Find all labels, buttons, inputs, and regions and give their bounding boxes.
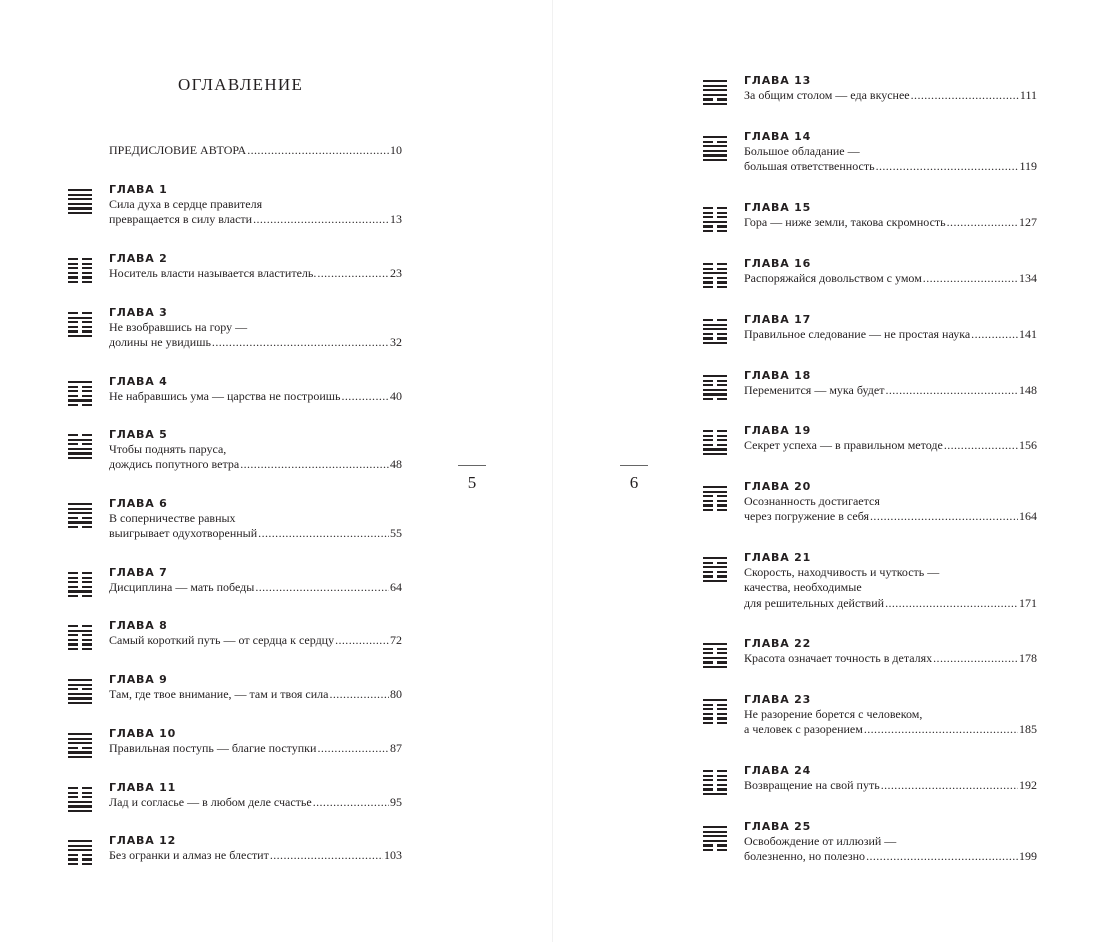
page-ref: 40 [390,389,402,403]
chapter-title-line: через погружение в себя [744,509,870,524]
page-ref: 141 [1019,327,1037,341]
chapter-label: ГЛАВА 16 [744,257,812,270]
leader-dots [947,215,1018,230]
page-number-left: 5 [467,473,477,492]
chapter-title-line: долины не увидишь [109,335,211,350]
chapter-title-line: качества, необходимые [744,580,862,595]
chapter-label: ГЛАВА 15 [744,201,812,214]
chapter-label: ГЛАВА 7 [109,566,168,579]
chapter-label: ГЛАВА 22 [744,637,812,650]
page-ref: 164 [1019,509,1037,524]
chapter-label: ГЛАВА 10 [109,727,177,740]
chapter-label: ГЛАВА 17 [744,313,812,326]
chapter-label: ГЛАВА 3 [109,306,168,319]
chapter-title-line: Скорость, находчивость и чуткость — [744,565,940,579]
chapter-title-line: Без огранки и алмаз не блестит [109,848,269,862]
page-ref: 199 [1019,849,1037,864]
leader-dots [247,143,389,158]
leader-dots [329,687,389,702]
chapter-title-line: Красота означает точность в деталях [744,651,933,665]
chapter-title-line: Не взобравшись на гору — [109,320,248,334]
page-ref: 32 [390,335,402,350]
leader-dots [870,509,1018,524]
chapter-title-line: В соперничестве равных [109,511,236,525]
preface-page: 10 [390,143,402,157]
page-ref: 185 [1019,722,1037,737]
chapter-title-line: а человек с разорением [744,722,863,737]
page-ref: 64 [390,580,402,594]
chapter-label: ГЛАВА 4 [109,375,168,388]
chapter-title-line: для решительных действий [744,595,885,610]
chapter-label: ГЛАВА 21 [744,551,812,564]
chapter-label: ГЛАВА 24 [744,764,812,777]
chapter-title-line: Сила духа в сердце правителя [109,197,263,211]
leader-dots [313,795,389,810]
page-ref: 192 [1019,778,1037,792]
chapter-title-line: Секрет успеха — в правильном методе [744,438,943,452]
page-number-rule [458,465,486,466]
page-ref: 13 [390,212,402,227]
leader-dots [923,271,1018,286]
chapter-title-line: Распоряжайся довольством с умом [744,271,922,285]
leader-dots [944,438,1018,453]
leader-dots [885,383,1018,398]
page-ref: 156 [1019,438,1037,452]
page-ref: 119 [1019,159,1037,174]
leader-dots [212,335,389,350]
leader-dots [866,849,1018,864]
chapter-title-line: Правильная поступь — благие поступки [109,741,317,755]
chapter-title-line: большая ответственность [744,159,875,174]
chapter-title-line: Там, где твое внимание, — там и твоя сила [109,687,329,701]
page-ref: 148 [1019,383,1037,397]
chapter-label: ГЛАВА 25 [744,820,812,833]
page-number-right: 6 [629,473,639,492]
chapter-title-line: дождись попутного ветра [109,457,240,472]
chapter-title-line: болезненно, но полезно [744,849,866,864]
leader-dots [864,722,1018,737]
chapter-title-line: Осознанность достигается [744,494,880,508]
page-number-rule [620,465,648,466]
chapter-label: ГЛАВА 13 [744,74,812,87]
leader-dots [317,741,389,756]
leader-dots [876,159,1019,174]
chapter-title-line: Большое обладание — [744,144,860,158]
chapter-title-line: Самый короткий путь — от сердца к сердцу [109,633,335,647]
chapter-label: ГЛАВА 6 [109,497,168,510]
chapter-label: ГЛАВА 23 [744,693,812,706]
page-ref: 111 [1019,88,1037,102]
chapter-title-line: Переменится — мука будет [744,383,885,397]
chapter-title-line: Носитель власти называется властитель. [109,266,317,280]
chapter-label: ГЛАВА 14 [744,130,812,143]
page-ref: 95 [390,795,402,809]
leader-dots [240,457,389,472]
page-ref: 178 [1019,651,1037,665]
page-ref: 55 [390,526,402,541]
page-ref: 127 [1019,215,1037,229]
leader-dots [881,778,1018,793]
chapter-label: ГЛАВА 8 [109,619,168,632]
leader-dots [335,633,389,648]
chapter-title-line: Не разорение борется с человеком, [744,707,923,721]
page-ref: 87 [390,741,402,755]
chapter-title-line: Освобождение от иллюзий — [744,834,897,848]
page-ref: 134 [1019,271,1037,285]
chapter-label: ГЛАВА 19 [744,424,812,437]
leader-dots [885,596,1018,611]
chapter-label: ГЛАВА 18 [744,369,812,382]
page-ref: 23 [390,266,402,280]
leader-dots [270,848,383,863]
page-ref: 171 [1019,595,1037,610]
page-ref: 80 [390,687,402,701]
page-ref: 72 [390,633,402,647]
chapter-title-line: Правильное следование — не простая наука [744,327,971,341]
leader-dots [341,389,389,404]
preface-title: ПРЕДИСЛОВИЕ АВТОРА [109,143,247,157]
chapter-title-line: превращается в силу власти [109,212,253,227]
chapter-title-line: За общим столом — еда вкуснее [744,88,910,102]
chapter-label: ГЛАВА 12 [109,834,177,847]
leader-dots [317,266,389,281]
chapter-title-line: Возвращение на свой путь [744,778,880,792]
toc-title: ОГЛАВЛЕНИЕ [178,75,304,94]
leader-dots [253,212,389,227]
page-ref: 48 [390,457,402,472]
leader-dots [911,88,1019,103]
page-ref: 103 [384,848,402,862]
chapter-title-line: Не набравшись ума — царства не построишь [109,389,341,403]
chapter-label: ГЛАВА 20 [744,480,812,493]
chapter-title-line: Лад и согласье — в любом деле счастье [109,795,312,809]
chapter-label: ГЛАВА 1 [109,183,168,196]
leader-dots [258,526,389,541]
chapter-label: ГЛАВА 11 [109,781,177,794]
chapter-title-line: выигрывает одухотворенный [109,526,258,541]
leader-dots [255,580,389,595]
leader-dots [933,651,1018,666]
chapter-label: ГЛАВА 5 [109,428,168,441]
chapter-label: ГЛАВА 2 [109,252,168,265]
right-page [552,0,1104,942]
chapter-title-line: Дисциплина — мать победы [109,580,255,594]
chapter-title-line: Чтобы поднять паруса, [109,442,227,456]
chapter-title-line: Гора — ниже земли, такова скромность [744,215,946,229]
leader-dots [971,327,1018,342]
chapter-label: ГЛАВА 9 [109,673,168,686]
